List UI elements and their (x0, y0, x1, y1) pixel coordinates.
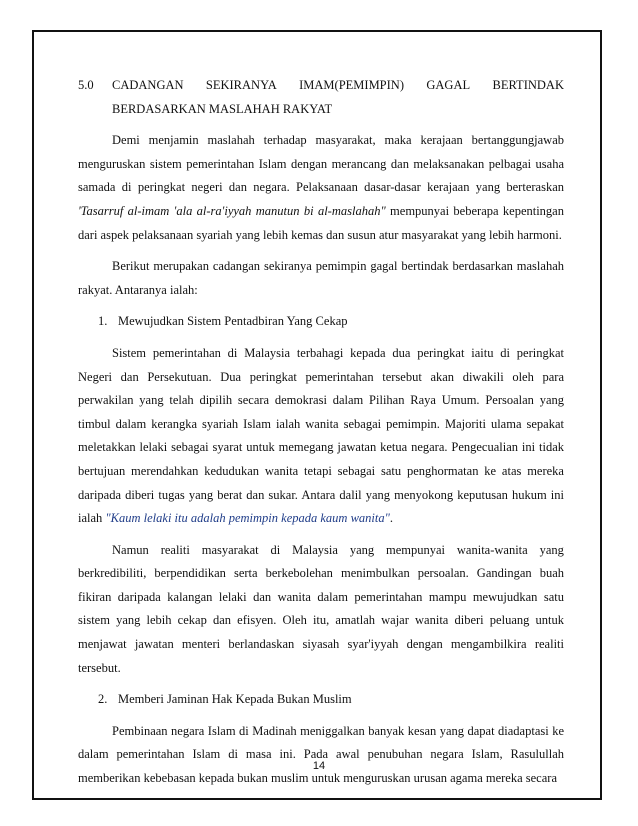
intro-italic-phrase: 'Tasarruf al-imam 'ala al-ra'iyyah manutun bi al-maslahah" (78, 203, 386, 218)
list-number: 2. (98, 692, 108, 707)
reality-word: Malaysia (292, 542, 338, 557)
list-item-1 (98, 310, 564, 334)
reality-word: di (270, 542, 281, 557)
list-title: Mewujudkan Sistem Pentadbiran Yang Cekap (118, 314, 348, 329)
reality-word: wanita-wanita (456, 542, 528, 557)
intro-text-a: Demi menjamin maslahah terhadap masyarakat, maka kerajaan bertanggungjawab menguruskan sistem pemerintahan Islam dengan merancang dan melaksanakan pelbagai usaha samada di peringkat negeri dan negara. Pelaksanaan dasar-dasar kerajaan yang berteraskan (78, 133, 564, 195)
list-item-2 (98, 688, 564, 712)
reality-rest: berkredibiliti, berpendidikan serta berkebolehan menimbulkan persoalan. Gandingan buah fikiran daripada kalangan lelaki dan wanita dalam pemerintahan mampu mewujudkan satu sistem yang lebih cekap dan efisyen. Oleh itu, amatlah wajar wanita diberi peluang untuk menjawat jawatan menteri berlandaskan siyasah syar'iyyah dengan mengambilkira realiti tersebut. (78, 566, 564, 675)
list-number: 1. (98, 314, 108, 329)
paragraph-madinah: Pembinaan negara Islam di Madinah meniggalkan banyak kesan yang dapat diadaptasi ke dalam pemerintahan Islam di masa ini. Pada awal penubuhan negara Islam, Rasulullah memberikan kebebasan kepada bukan muslim untuk menguruskan urusan agama mereka secara (78, 723, 564, 786)
paragraph-reality (78, 539, 564, 681)
section-heading (78, 74, 564, 121)
paragraph-system (78, 342, 564, 531)
heading-line-2: BERDASARKAN MASLAHAH RAKYAT (112, 101, 333, 116)
quote-text: "Kaum lelaki itu adalah pemimpin kepada kaum wanita" (105, 511, 390, 526)
heading-line-1 (112, 74, 564, 98)
reality-word: yang (539, 542, 564, 557)
reality-word: realiti (160, 542, 190, 557)
intro-text-b: mempunyai beberapa kepentingan dari aspek pelaksanaan syariah yang lebih kemas dan susun atur masyarakat yang lebih harmoni. (78, 203, 564, 242)
reality-line-1 (78, 539, 564, 563)
page-number: 14 (312, 760, 326, 772)
heading-word: SEKIRANYA (205, 78, 277, 92)
heading-word: GAGAL (426, 78, 471, 92)
system-text-b: . (389, 511, 393, 526)
heading-word: CADANGAN (112, 78, 184, 92)
heading-word: BERTINDAK (492, 78, 564, 92)
list-title: Memberi Jaminan Hak Kepada Bukan Muslim (118, 692, 352, 707)
page-content (78, 74, 564, 799)
paragraph-intro (78, 129, 564, 247)
reality-word: mempunyai (386, 542, 446, 557)
system-text-a: Sistem pemerintahan di Malaysia terbahagi kepada dua peringkat iaitu di peringkat Negeri dan Persekutuan. Dua peringkat pemerintahan tersebut akan diwakili oleh para perwakilan yang telah dipilih secara demokrasi dalam Pilihan Raya Umum. Persoalan yang timbul dalam kerangka syariah Islam ialah wanita sebagai pemimpin. Majoriti ulama sepakat meletakkan lelaki sebagai syarat untuk memegang jawatan ketua negara. Pengecualian ini tidak bertujuan merendahkan kedudukan wanita tetapi sebagai satu penghormatan ke atas mereka daripada diberi tugas yang berat dan sukar. Antara dalil yang menyokong keputusan hukum ini ialah (78, 345, 564, 526)
reality-word: masyarakat (201, 542, 259, 557)
heading-word: IMAM(PEMIMPIN) (299, 78, 404, 92)
section-number: 5.0 (78, 78, 94, 92)
paragraph-suggestions: Berikut merupakan cadangan sekiranya pemimpin gagal bertindak berdasarkan maslahah rakyat. Antaranya ialah: (78, 259, 564, 297)
reality-word: yang (349, 542, 375, 557)
reality-word: Namun (112, 542, 149, 557)
